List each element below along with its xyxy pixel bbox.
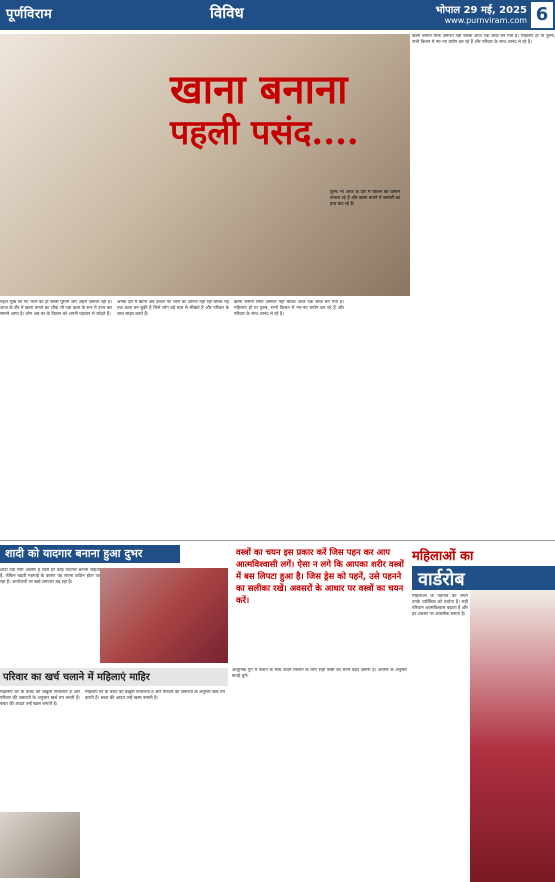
family-column-2	[85, 690, 225, 875]
family-column	[0, 690, 80, 810]
main-column-2	[117, 300, 229, 538]
main-body-3: खाना बनाना सिर्फ़ ज़रूरत नहीं बल्कि आज एक शौक बन गया है। महिलाएं हों या पुरुष, सभी किचन में नए-नए प्रयोग कर रहे हैं और परिवार के साथ आनंद ले रहे हैं।	[234, 300, 344, 318]
main-column-3	[234, 300, 344, 538]
quote-body-column	[232, 668, 407, 878]
section-title: विविध	[210, 4, 244, 22]
main-body-4: खाना बनाना सिर्फ़ ज़रूरत नहीं बल्कि आज एक शौक बन गया है। महिलाएं हों या पुरुष, सभी किचन में नए-नए प्रयोग कर रहे हैं और परिवार के साथ आनंद ले रहे हैं।	[412, 34, 555, 46]
wedding-photo	[100, 568, 228, 663]
header-bar	[0, 0, 555, 30]
quote-text: वस्त्रों का चयन इस प्रकार करें जिस पहन कर आप आत्मविश्वासी लगें। ऐसा न लगे कि आपका शरीर वस्त्रों में बस लिपटा हुआ है। जिस ड्रेस को पहनें, उसे पहनने का सलीका रखें। अवसरों के आधार पर वस्त्रों का चयन करें।	[236, 548, 404, 606]
divider-1	[0, 540, 555, 541]
wardrobe-column	[412, 594, 468, 878]
family-photo	[0, 812, 80, 878]
family-headline: परिवार का खर्च चलाने में महिलाएं माहिर	[3, 672, 150, 683]
quote-body: आधुनिक युग में फैशन के साथ कदम मिलाने के लिए सही वस्त्रों का चयन बेहद ज़रूरी है। अवसर के अनुसार कपड़े चुनें।	[232, 668, 407, 680]
quote-text-wrap	[236, 547, 406, 662]
wedding-body: शादी एक ऐसा अवसर है जिसे हर कोई यादगार बनाना चाहता है, लेकिन बढ़ती महंगाई के कारण यह सपना कठिन होता जा रहा है। आयोजनों पर खर्च लगातार बढ़ रहा है।	[0, 568, 100, 586]
main-body-2: अनके दौर में खाना अब केवल पेट भरने का ज़रिया नहीं रहा बल्कि यह एक कला बन चुकी है जिसे लोग बड़े चाव से सीखते हैं और परिवार के साथ साझा करते हैं।	[117, 300, 229, 318]
main-column-4	[412, 34, 555, 534]
page-number: 6	[531, 2, 553, 28]
wardrobe-headline-1: महिलाओं का	[412, 549, 474, 564]
wedding-column	[0, 568, 100, 663]
main-headline: खाना बनाना	[170, 66, 348, 113]
main-body-1: पहले भूख का पेट भरने की हो सबसे पुरानी और अहम ज़रूरत रही है। आज के दौर में खाना बनाने का शौक भी एक कला के रूप में उभर कर सामने आया है। लोग अब घर के किचन को अपनी पहचान से जोड़ते हैं।	[0, 300, 112, 318]
wardrobe-model-photo	[470, 590, 555, 882]
photo-caption	[330, 190, 400, 250]
main-subheadline: पहली पसंद....	[170, 113, 359, 153]
website-url[interactable]: www.purnviram.com	[444, 16, 527, 25]
family-body: महिलाएं घर के बजट को बखूबी संभालती हैं और परिवार की ज़रूरतों के अनुसार खर्च तय करती हैं। बचत की आदत उन्हें खास बनाती है।	[0, 690, 80, 708]
issue-date: भोपाल 29 मई, 2025	[435, 5, 527, 16]
wardrobe-body: महिलाओं के पहनावे का चयन उनके व्यक्तित्व को दर्शाता है। सही परिधान आत्मविश्वास बढ़ाता है और हर अवसर पर आकर्षक बनाता है।	[412, 594, 468, 618]
wardrobe-headline-2: वार्डरोब	[418, 569, 465, 590]
main-column-1	[0, 300, 112, 538]
newspaper-name: पूर्णविराम	[6, 7, 53, 22]
caption-text: पुरुष भी आज के दौर में किचन की कमान संभाल रहे हैं और खाना बनाने में बराबरी का हाथ बंटा रहे हैं।	[330, 190, 400, 208]
wedding-headline: शादी को यादगार बनाना हुआ दुभर	[5, 547, 143, 560]
family-body-2: महिलाएं घर के बजट को बखूबी संभालती हैं और परिवार की ज़रूरतों के अनुसार खर्च तय करती हैं। बचत की आदत उन्हें खास बनाती है।	[85, 690, 225, 702]
